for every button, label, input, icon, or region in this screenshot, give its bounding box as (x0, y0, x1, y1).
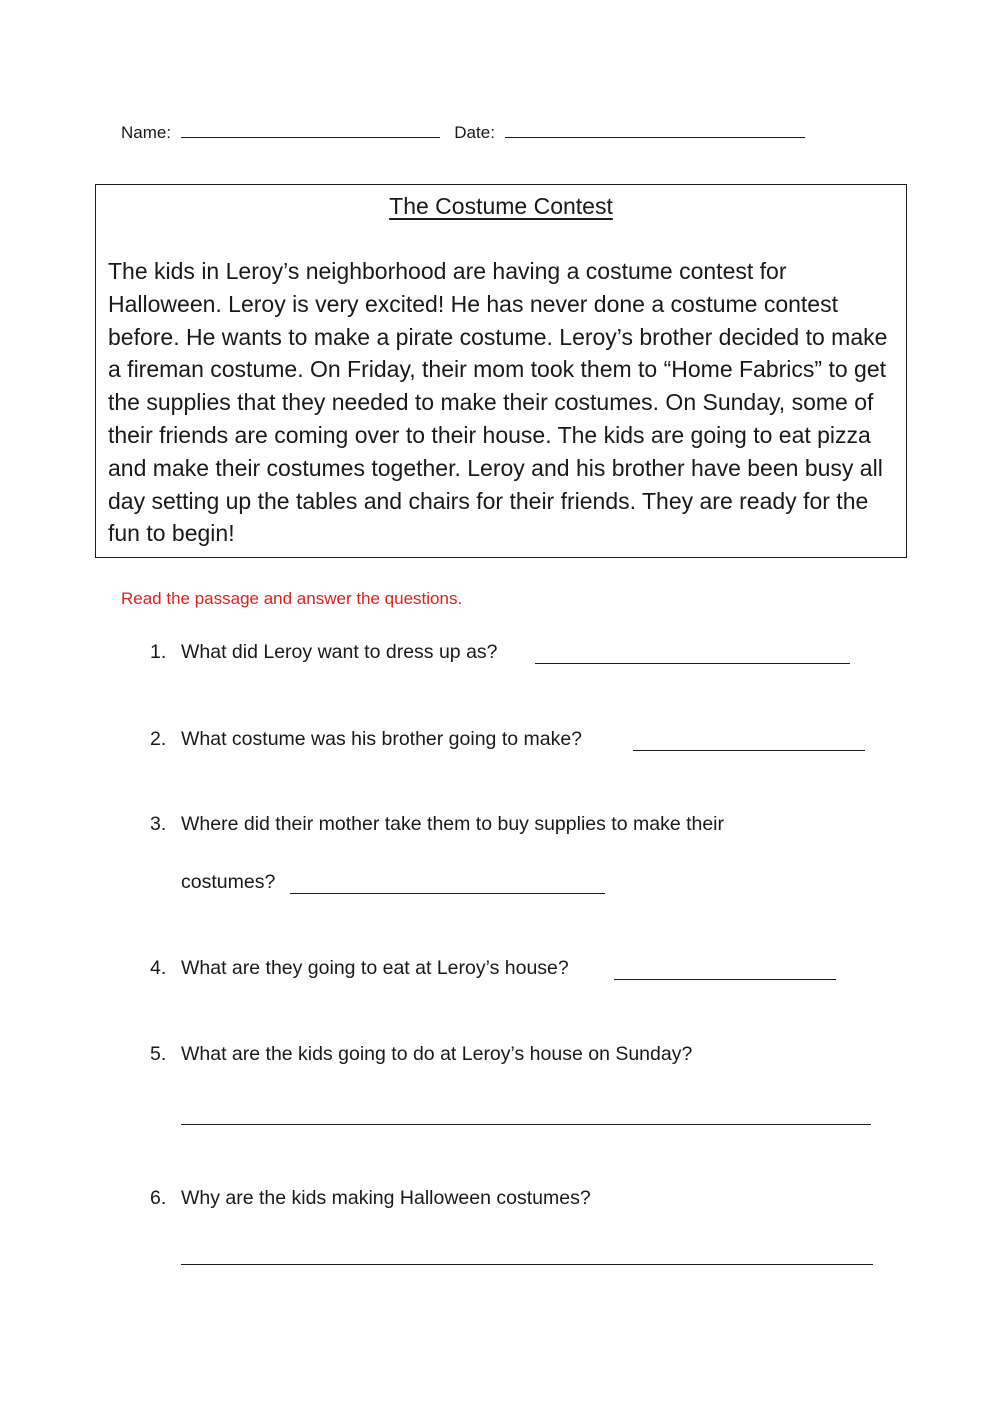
answer-line-1[interactable] (535, 663, 850, 664)
question-number: 2. (150, 728, 167, 750)
name-date-header (121, 122, 805, 143)
question-2 (150, 728, 582, 751)
date-field[interactable] (505, 122, 805, 138)
passage-box (95, 184, 907, 558)
question-5 (150, 1043, 692, 1066)
passage-title: The Costume Contest (389, 193, 613, 219)
answer-line-6[interactable] (181, 1264, 873, 1265)
answer-line-5[interactable] (181, 1124, 871, 1125)
answer-line-3[interactable] (290, 893, 605, 894)
question-text: What are they going to eat at Leroy’s house? (181, 957, 569, 979)
name-label: Name: (121, 123, 172, 142)
question-number: 4. (150, 957, 167, 979)
question-3 (150, 813, 724, 836)
question-text: What did Leroy want to dress up as? (181, 641, 498, 663)
question-number: 1. (150, 641, 167, 663)
question-6 (150, 1187, 591, 1210)
instructions: Read the passage and answer the questions. (121, 589, 463, 608)
answer-line-4[interactable] (614, 979, 836, 980)
name-field[interactable] (181, 122, 440, 138)
answer-line-2[interactable] (633, 750, 865, 751)
question-text: What are the kids going to do at Leroy’s house on Sunday? (181, 1043, 693, 1065)
question-text: Where did their mother take them to buy supplies to make their (181, 813, 725, 835)
question-text: Why are the kids making Halloween costumes? (181, 1187, 591, 1209)
question-number: 3. (150, 813, 167, 835)
question-text-continuation: costumes? (181, 871, 276, 893)
question-number: 6. (150, 1187, 167, 1209)
passage-text: The kids in Leroy’s neighborhood are having a costume contest for Halloween. Leroy is very excited! He has never done a costume contest before. He wants to make a pirate costume. Leroy’s brother decided to make a fireman costume. On Friday, their mom took them to “Home Fabrics” to get the supplies that they needed to make their costumes. On Sunday, some of their friends are coming over to their house. The kids are going to eat pizza and make their costumes together. Leroy and his brother have been busy all day setting up the tables and chairs for their friends. They are ready for the fun to begin! (108, 258, 888, 547)
question-3-continuation (181, 871, 275, 894)
question-number: 5. (150, 1043, 167, 1065)
question-4 (150, 957, 569, 980)
date-label: Date: (454, 123, 495, 142)
question-1 (150, 641, 498, 664)
question-text: What costume was his brother going to make? (181, 728, 583, 750)
